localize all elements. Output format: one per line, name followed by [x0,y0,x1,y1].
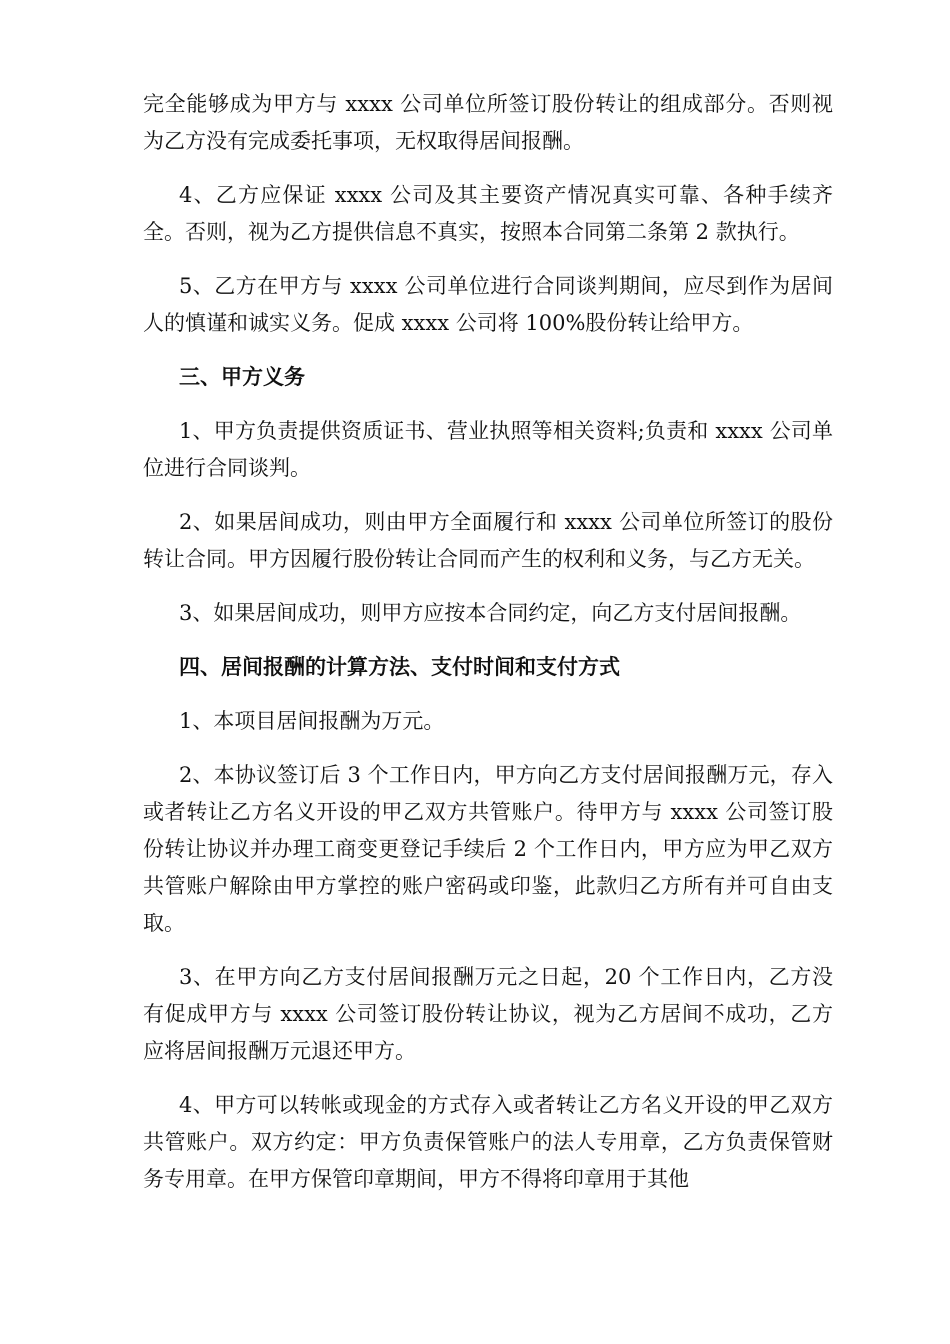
paragraph-clause-4-1: 1、本项目居间报酬为万元。 [179,709,445,733]
paragraph-clause-2-4: 4、乙方应保证 xxxx 公司及其主要资产情况真实可靠、各种手续齐全。否则，视为乙方提供信息不真实，按照本合同第二条第 2 款执行。 [143,183,833,244]
paragraph-clause-4-4: 4、甲方可以转帐或现金的方式存入或者转让乙方名义开设的甲乙双方共管账户。双方约定：甲方负责保管账户的法人专用章，乙方负责保管财务专用章。在甲方保管印章期间，甲方不得将印章用于其他 [143,1093,833,1191]
paragraph-clause-3-2: 2、如果居间成功，则由甲方全面履行和 xxxx 公司单位所签订的股份转让合同。甲方因履行股份转让合同而产生的权利和义务，与乙方无关。 [143,510,833,571]
paragraph-clause-3-1: 1、甲方负责提供资质证书、营业执照等相关资料;负责和 xxxx 公司单位进行合同谈判。 [143,419,833,480]
paragraph-clause-3-3: 3、如果居间成功，则甲方应按本合同约定，向乙方支付居间报酬。 [179,601,802,625]
document-body [143,86,833,1215]
paragraph-clause-4-2: 2、本协议签订后 3 个工作日内，甲方向乙方支付居间报酬万元，存入或者转让乙方名义开设的甲乙双方共管账户。待甲方与 xxxx 公司签订股份转让协议并办理工商变更登记手续后 2 个工作日内，甲方应为甲乙双方共管账户解除由甲方掌控的账户密码或印鉴，此款归乙方所有并可自由支取。 [143,763,833,935]
section-heading-3: 三、甲方义务 [179,365,305,389]
paragraph-clause-2-5: 5、乙方在甲方与 xxxx 公司单位进行合同谈判期间，应尽到作为居间人的慎谨和诚实义务。促成 xxxx 公司将 100%股份转让给甲方。 [143,274,833,335]
paragraph-continuation: 完全能够成为甲方与 xxxx 公司单位所签订股份转让的组成部分。否则视为乙方没有完成委托事项，无权取得居间报酬。 [143,92,833,153]
section-heading-4: 四、居间报酬的计算方法、支付时间和支付方式 [179,655,620,679]
paragraph-clause-4-3: 3、在甲方向乙方支付居间报酬万元之日起，20 个工作日内，乙方没有促成甲方与 xxxx 公司签订股份转让协议，视为乙方居间不成功，乙方应将居间报酬万元退还甲方。 [143,965,833,1063]
